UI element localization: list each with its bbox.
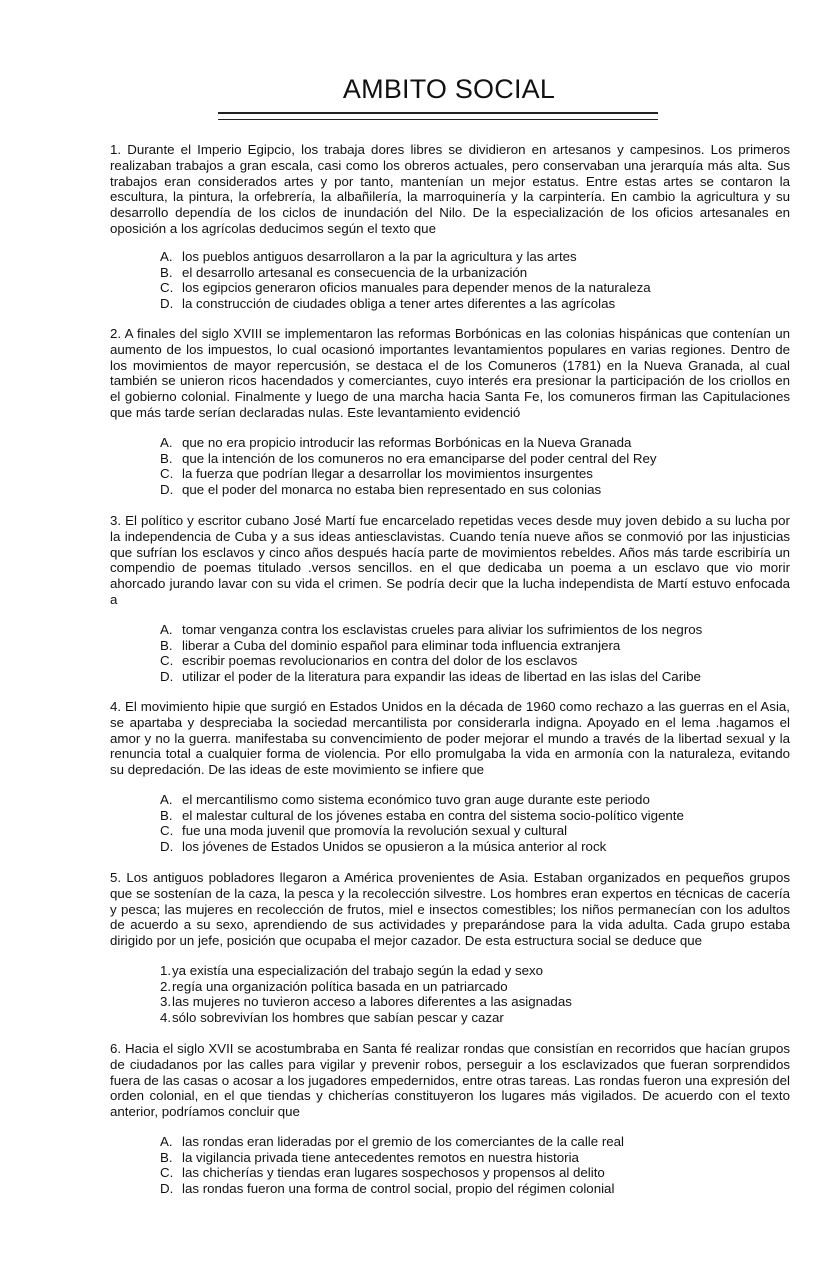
- option-b: [160, 265, 780, 281]
- option-number: 4.: [160, 1010, 172, 1026]
- option-text: escribir poemas revolucionarios en contra del dolor de los esclavos: [182, 653, 578, 669]
- option-c: [160, 466, 780, 482]
- option-text: el malestar cultural de los jóvenes estaba en contra del sistema socio-político vigente: [182, 807, 684, 823]
- option-a: [160, 249, 780, 265]
- option-text: las rondas eran lideradas por el gremio de los comerciantes de la calle real: [182, 1134, 624, 1149]
- question-4-options: [160, 792, 780, 855]
- option-letter: D.: [160, 296, 174, 312]
- option-text: liberar a Cuba del dominio español para eliminar toda influencia extranjera: [182, 637, 621, 653]
- option-c: [160, 280, 780, 296]
- option-letter: D.: [160, 482, 174, 498]
- option-number: 3.: [160, 994, 172, 1010]
- option-letter: B.: [160, 807, 173, 823]
- option-text: la construcción de ciudades obliga a tener artes diferentes a las agrícolas: [182, 296, 616, 312]
- option-b: [160, 638, 780, 654]
- question-5-text: 5. Los antiguos pobladores llegaron a América provenientes de Asia. Estaban organizados en pequeños grupos que se sostenían de la caza, la pesca y la recolección silvestre. Los hombres eran expertos en técnicas de cacería y pesca; las mujeres en recolección de frutos, miel e insectos comestibles; los niños permanecían con los adultos de acuerdo a su sexo, aprendiendo de sus actividades y preparándose para la vida adulta. Cada grupo estaba dirigido por un jefe, posición que ocupaba el mejor cazador. De esta estructura social se deduce que: [110, 870, 790, 949]
- option-letter: C.: [160, 1165, 174, 1181]
- option-3: [160, 994, 780, 1010]
- option-letter: D.: [160, 839, 174, 855]
- option-a: [160, 622, 780, 638]
- option-text: tomar venganza contra los esclavistas crueles para aliviar los sufrimientos de los negros: [182, 622, 703, 637]
- option-letter: B.: [160, 264, 173, 280]
- question-1-options: [160, 249, 780, 312]
- option-letter: A.: [160, 249, 173, 264]
- option-text: el desarrollo artesanal es consecuencia de la urbanización: [182, 264, 528, 280]
- title-underline-thin: [218, 119, 658, 120]
- option-number: 2.: [160, 978, 172, 994]
- option-text: los egipcios generaron oficios manuales para depender menos de la naturaleza: [182, 280, 651, 296]
- option-d: [160, 669, 780, 685]
- option-c: [160, 653, 780, 669]
- option-text: el mercantilismo como sistema económico tuvo gran auge durante este periodo: [182, 792, 650, 807]
- option-text: utilizar el poder de la literatura para expandir las ideas de libertad en las islas del Caribe: [182, 669, 701, 685]
- option-letter: D.: [160, 1181, 174, 1197]
- option-text: ya existía una especialización del trabajo según la edad y sexo: [172, 963, 544, 978]
- title-underline-thick: [218, 112, 658, 114]
- option-2: [160, 979, 780, 995]
- option-text: las rondas fueron una forma de control social, propio del régimen colonial: [182, 1181, 615, 1197]
- question-6-options: [160, 1134, 780, 1197]
- option-text: las chicherías y tiendas eran lugares sospechosos y propensos al delito: [182, 1165, 605, 1181]
- option-4: [160, 1010, 780, 1026]
- option-letter: A.: [160, 1134, 173, 1149]
- option-text: la vigilancia privada tiene antecedentes remotos en nuestra historia: [182, 1149, 579, 1165]
- option-letter: C.: [160, 653, 174, 669]
- option-text: los jóvenes de Estados Unidos se opusieron a la música anterior al rock: [182, 839, 607, 855]
- question-5-options: [160, 963, 780, 1026]
- option-b: [160, 808, 780, 824]
- option-d: [160, 296, 780, 312]
- option-text: regía una organización política basada en un patriarcado: [172, 978, 508, 994]
- option-text: sólo sobrevivían los hombres que sabían pescar y cazar: [172, 1010, 504, 1026]
- question-1-text: 1. Durante el Imperio Egipcio, los trabaja dores libres se dividieron en artesanos y campesinos. Los primeros realizaban trabajos a gran escala, casi como los obreros actuales, pero conservaban una jerarquía más alta. Sus trabajos eran considerados artes y por tanto, mantenían un mejor estatus. Entre estas artes se contaron la escultura, la pintura, la orfebrería, la albañilería, la marroquinería y la carpintería. En cambio la agricultura y su desarrollo dependía de los ciclos de inundación del Nilo. De la especialización de los oficios artesanales en oposición a los agrícolas deducimos según el texto que: [110, 142, 790, 236]
- option-a: [160, 1134, 780, 1150]
- option-b: [160, 1150, 780, 1166]
- question-6-text: 6. Hacia el siglo XVII se acostumbraba en Santa fé realizar rondas que consistían en recorridos que hacían grupos de ciudadanos por las calles para vigilar y prevenir robos, perseguir a los esclavizados que fueran sorprendidos fuera de las casas o acosar a los jugadores empedernidos, entre otras tareas. Las rondas fueron una expresión del orden colonial, en el que tiendas y chicherías constituyeron los lugares más vigilados. De acuerdo con el texto anterior, podríamos concluir que: [110, 1041, 790, 1120]
- option-letter: B.: [160, 1149, 173, 1165]
- option-letter: A.: [160, 792, 173, 807]
- option-number: 1.: [160, 963, 172, 978]
- question-3-text: 3. El político y escritor cubano José Martí fue encarcelado repetidas veces desde muy joven debido a su lucha por la independencia de Cuba y a sus ideas antiesclavistas. Cuando tenía nueve años se conmovió por las injusticias que sufrían los esclavos y cinco años después hacía parte de movimientos rebeldes. Años más tarde escribiría un compendio de poemas titulado .versos sencillos. en el que dedicaba un poema a un esclavo que vio morir ahorcado jurando lavar con su vida el crimen. Se podría decir que la lucha independista de Martí estuvo enfocada a: [110, 513, 790, 607]
- question-4-text: 4. El movimiento hipie que surgió en Estados Unidos en la década de 1960 como rechazo a las guerras en el Asia, se apartaba y despreciaba la sociedad mercantilista por considerarla indigna. Apoyado en el lema .hagamos el amor y no la guerra. manifestaba su convencimiento de poder mejorar el mundo a través de la libertad sexual y la renuncia total a cualquier forma de violencia. Por ello promulgaba la vida en armonía con la naturaleza, evitando su depredación. De las ideas de este movimiento se infiere que: [110, 699, 790, 778]
- option-text: que la intención de los comuneros no era emanciparse del poder central del Rey: [182, 450, 657, 466]
- option-d: [160, 482, 780, 498]
- option-c: [160, 1165, 780, 1181]
- option-letter: D.: [160, 669, 174, 685]
- option-letter: C.: [160, 466, 174, 482]
- option-a: [160, 792, 780, 808]
- option-letter: A.: [160, 622, 173, 637]
- option-letter: B.: [160, 450, 173, 466]
- option-text: los pueblos antiguos desarrollaron a la par la agricultura y las artes: [182, 249, 577, 264]
- option-text: que no era propicio introducir las reformas Borbónicas en la Nueva Granada: [182, 435, 632, 450]
- option-c: [160, 823, 780, 839]
- option-text: que el poder del monarca no estaba bien representado en sus colonias: [182, 482, 602, 498]
- question-2-text: 2. A finales del siglo XVIII se implementaron las reformas Borbónicas en las colonias hispánicas que contenían un aumento de los impuestos, lo cual ocasionó importantes levantamientos populares en varias regiones. Dentro de los movimientos de mayor repercusión, se destaca el de los Comuneros (1781) en la Nueva Granada, al cual también se unieron ricos hacendados y comerciantes, cuyo interés era presionar la participación de los criollos en el gobierno colonial. Finalmente y luego de una marcha hacia Santa Fe, los comuneros firman las Capitulaciones que más tarde serían declaradas nulas. Este levantamiento evidenció: [110, 326, 790, 420]
- option-text: fue una moda juvenil que promovía la revolución sexual y cultural: [182, 823, 568, 839]
- option-text: la fuerza que podrían llegar a desarrollar los movimientos insurgentes: [182, 466, 593, 482]
- page-title: AMBITO SOCIAL: [342, 74, 556, 104]
- option-b: [160, 451, 780, 467]
- question-3-options: [160, 622, 780, 685]
- option-letter: A.: [160, 435, 173, 450]
- option-a: [160, 435, 780, 451]
- question-2-options: [160, 435, 780, 498]
- option-letter: B.: [160, 637, 173, 653]
- option-1: [160, 963, 780, 979]
- option-d: [160, 1181, 780, 1197]
- option-letter: C.: [160, 280, 174, 296]
- option-d: [160, 839, 780, 855]
- option-text: las mujeres no tuvieron acceso a labores diferentes a las asignadas: [172, 994, 572, 1010]
- option-letter: C.: [160, 823, 174, 839]
